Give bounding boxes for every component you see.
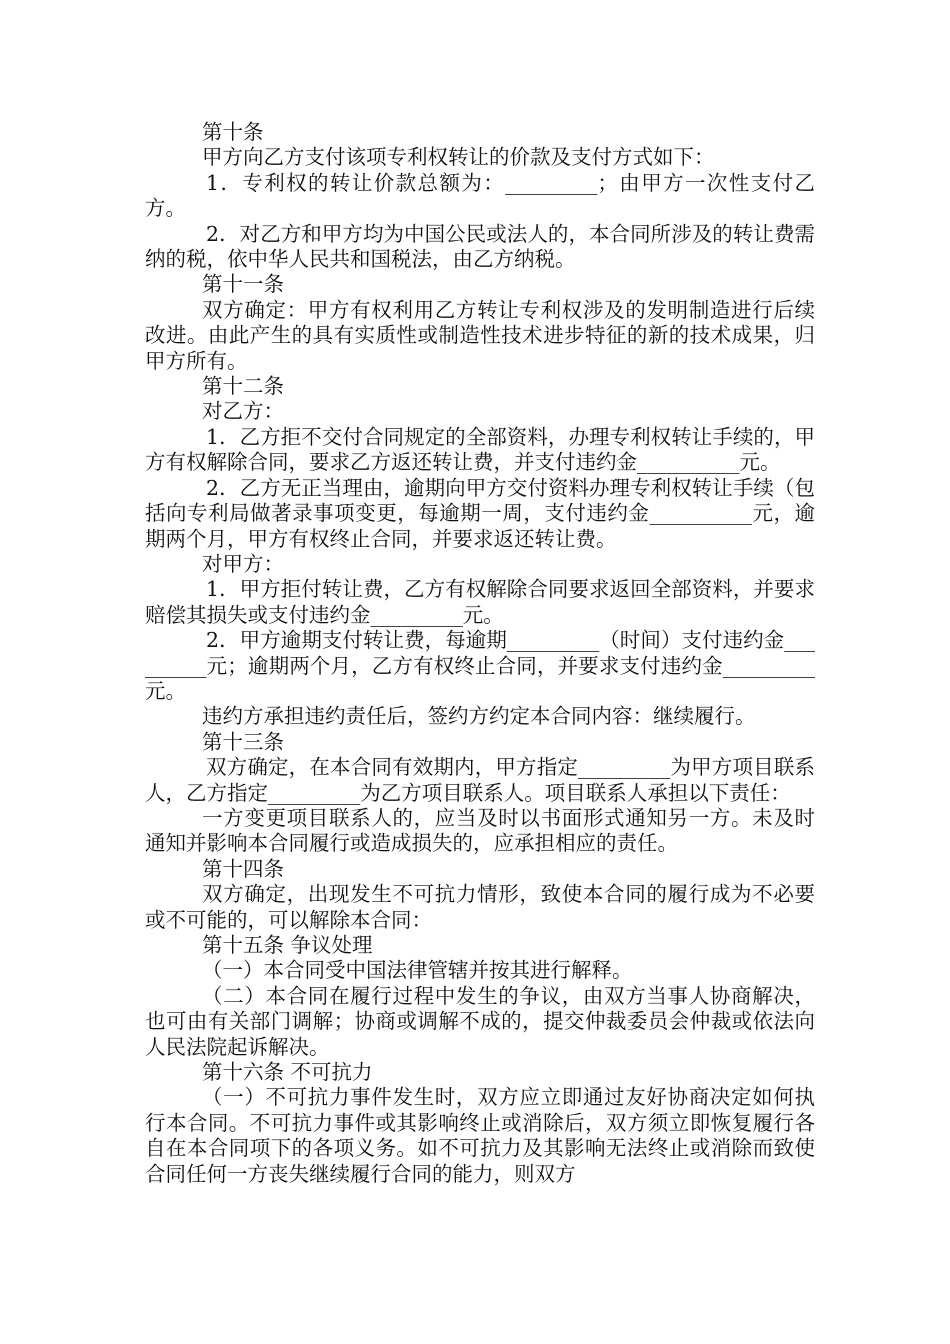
paragraph: （一）不可抗力事件发生时，双方应立即通过友好协商决定如何执行本合同。不可抗力事件或其影响终止或消除后，双方须立即恢复履行各自在本合同项下的各项义务。如不可抗力及其影响无法终止或消除而致使合同任何一方丧失继续履行合同的能力，则双方 <box>145 1085 815 1186</box>
paragraph: 双方确定：甲方有权利用乙方转让专利权涉及的发明制造进行后续改进。由此产生的具有实质性或制造性技术进步特征的新的技术成果，归甲方所有。 <box>145 297 815 373</box>
paragraph: 违约方承担违约责任后，签约方约定本合同内容：继续履行。 <box>202 704 756 729</box>
paragraph: 2．甲方逾期支付转让费，每逾期_________（时间）支付违约金_________元；逾期两个月，乙方有权终止合同，并要求支付违约金_________元。 <box>145 628 815 703</box>
article-14-heading: 第十四条 <box>202 856 284 881</box>
paragraph: 对甲方： <box>202 551 284 576</box>
paragraph: 2．对乙方和甲方均为中国公民或法人的，本合同所涉及的转让费需纳的税，依中华人民共和国税法，由乙方纳税。 <box>145 221 815 272</box>
paragraph: （一）本合同受中国法律管辖并按其进行解释。 <box>202 958 633 983</box>
paragraph: 1．甲方拒付转让费，乙方有权解除合同要求返回全部资料，并要求赔偿其损失或支付违约金_________元。 <box>145 577 815 627</box>
article-13-heading: 第十三条 <box>202 729 284 754</box>
paragraph: 双方确定，出现发生不可抗力情形，致使本合同的履行成为不必要或不可能的，可以解除本合同： <box>145 882 815 932</box>
article-12-heading: 第十二条 <box>202 374 284 399</box>
document-body <box>145 120 815 1187</box>
article-11-heading: 第十一条 <box>202 272 284 297</box>
paragraph: 2．乙方无正当理由，逾期向甲方交付资料办理专利权转让手续（包括向专利局做著录事项变更，每逾期一周，支付违约金__________元，逾期两个月，甲方有权终止合同，并要求返还转让费。 <box>145 475 815 551</box>
article-10-heading: 第十条 <box>202 120 264 144</box>
paragraph: 对乙方： <box>202 399 284 424</box>
paragraph: 双方确定，在本合同有效期内，甲方指定_________为甲方项目联系人，乙方指定_________为乙方项目联系人。项目联系人承担以下责任： <box>145 755 815 805</box>
paragraph: 1．专利权的转让价款总额为：_________；由甲方一次性支付乙方。 <box>145 170 815 221</box>
paragraph: 一方变更项目联系人的，应当及时以书面形式通知另一方。未及时通知并影响本合同履行或造成损失的，应承担相应的责任。 <box>145 805 815 856</box>
paragraph: 1．乙方拒不交付合同规定的全部资料，办理专利权转让手续的，甲方有权解除合同，要求乙方返还转让费，并支付违约金__________元。 <box>145 424 815 475</box>
paragraph: 甲方向乙方支付该项专利权转让的价款及支付方式如下： <box>202 145 715 170</box>
paragraph: （二）本合同在履行过程中发生的争议，由双方当事人协商解决，也可由有关部门调解；协商或调解不成的，提交仲裁委员会仲裁或依法向人民法院起诉解决。 <box>145 983 815 1059</box>
article-16-heading: 第十六条 不可抗力 <box>202 1060 373 1085</box>
article-15-heading: 第十五条 争议处理 <box>202 933 373 957</box>
